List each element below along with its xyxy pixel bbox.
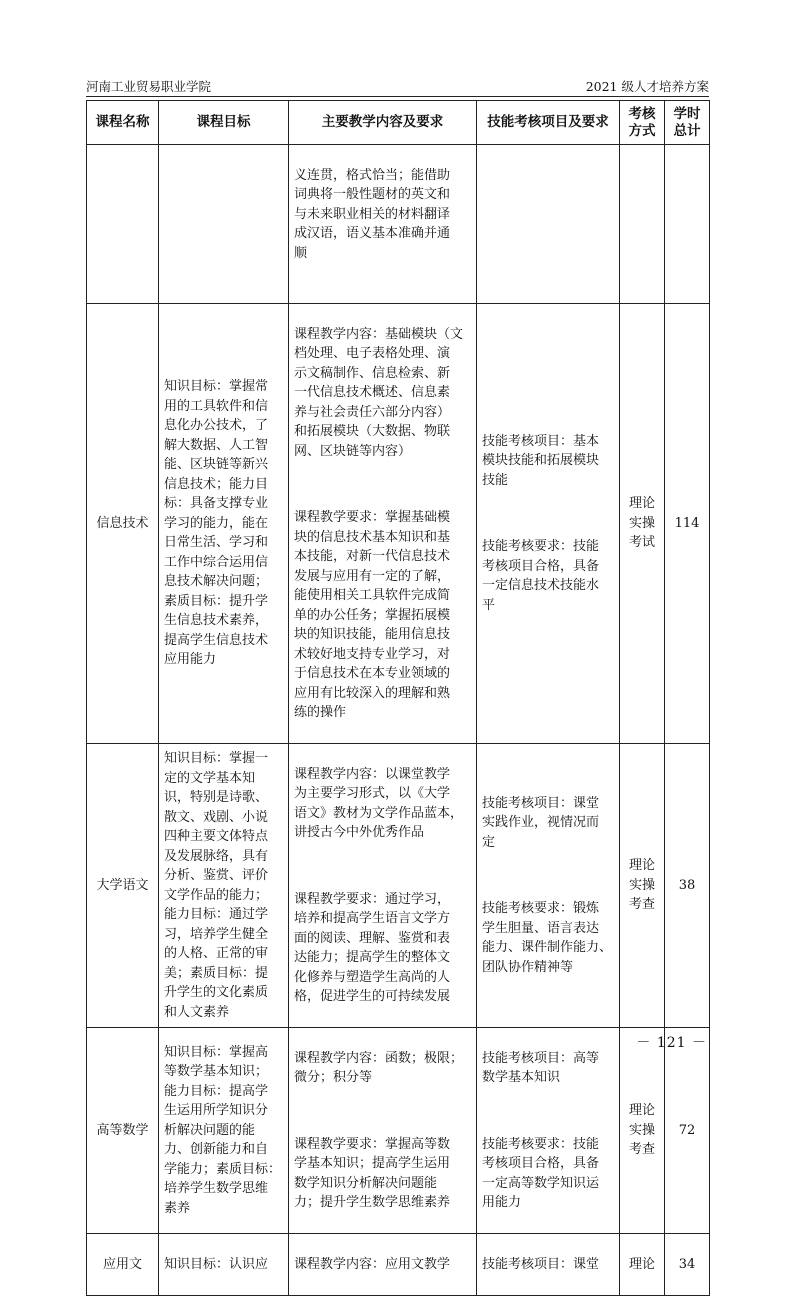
course-content: 课程教学内容：以课堂教学 为主要学习形式，以《大学 语文》教材为文学作品蓝本， 讲授古今中外优秀作品 <box>294 766 464 840</box>
table-row <box>87 1234 710 1296</box>
column-header: 课程目标 <box>159 101 289 145</box>
course-content: 课程教学内容：函数；极限； 微分；积分等 <box>294 1050 464 1085</box>
course-goal: 知识目标：掌握一 定的文学基本知 识，特别是诗歌、 散文、戏剧、小说 四种主要文体特点 及发展脉络，具有 分析、鉴赏、评价 文学作品的能力； 能力目标：通过学 习，培养学生健全 的人格、正常的审 美；素质目标：提 升学生的文化素质 和人文素养 <box>159 744 289 1028</box>
course-content: 课程教学内容：基础模块（文 档处理、电子表格处理、演 示文稿制作、信息检索、新 一代信息技术概述、信息素 养与社会责任六部分内容） 和拓展模块（大数据、物联 网、区块链等内容） <box>294 326 464 459</box>
course-goal <box>159 145 289 304</box>
skill-item: 技能考核项目：课堂 实践作业，视情况而 定 <box>482 795 600 850</box>
assessment-method: 理论 实操 考查 <box>620 1028 665 1234</box>
header-school-name: 河南工业贸易职业学院 <box>86 79 212 94</box>
assessment-method <box>620 145 665 304</box>
skill-item: 技能考核项目：课堂 <box>482 1256 600 1272</box>
table-row <box>87 145 710 304</box>
column-header: 课程名称 <box>87 101 159 145</box>
skill-item: 技能考核项目：基本 模块技能和拓展模块 技能 <box>482 433 600 488</box>
skill-requirement: 技能考核要求：技能 考核项目合格，具备 一定高等数学知识运 用能力 <box>482 1136 600 1210</box>
skill-requirement: 技能考核要求：技能 考核项目合格，具备 一定信息技术技能水 平 <box>482 539 600 613</box>
course-name: 大学语文 <box>87 744 159 1028</box>
table-row <box>87 304 710 744</box>
skill-requirement: 技能考核要求：锻炼 学生胆量、语言表达 能力、课件制作能力、 团队协作精神等 <box>482 901 613 975</box>
table-header-row <box>87 101 710 145</box>
assessment-method: 理论 实操 考试 <box>620 304 665 744</box>
course-content: 课程教学内容：应用文教学 <box>294 1256 451 1272</box>
course-content: 义连贯，格式恰当；能借助 词典将一般性题材的英文和 与未来职业相关的材料翻译 成汉语，语义基本准确并通 顺 <box>294 167 451 261</box>
page-header <box>86 77 709 97</box>
total-hours: 34 <box>665 1234 710 1296</box>
course-goal: 知识目标：掌握高 等数学基本知识； 能力目标：提高学 生运用所学知识分 析解决问题的能 力、创新能力和自 学能力；素质目标： 培养学生数学思维 素养 <box>159 1028 289 1234</box>
course-requirement: 课程教学要求：通过学习， 培养和提高学生语言文学方 面的阅读、理解、鉴赏和表 达能力；提高学生的整体文 化修养与塑造学生高尚的人 格，促进学生的可持续发展 <box>294 891 451 1004</box>
column-header: 主要教学内容及要求 <box>289 101 477 145</box>
course-requirement: 课程教学要求：掌握高等数 学基本知识；提高学生运用 数学知识分析解决问题能 力；提升学生数学思维素养 <box>294 1136 451 1210</box>
skill-item: 技能考核项目：高等 数学基本知识 <box>482 1050 600 1085</box>
assessment-method: 理论 实操 考查 <box>620 744 665 1028</box>
total-hours: 114 <box>665 304 710 744</box>
header-plan-title: 2021 级人才培养方案 <box>585 79 709 94</box>
column-header: 学时 总计 <box>665 101 710 145</box>
course-requirement: 课程教学要求：掌握基础模 块的信息技术基本知识和基 本技能，对新一代信息技术 发展与应用有一定的了解， 能使用相关工具软件完成简 单的办公任务；掌握拓展模 块的知识技能，能用信息技 术较好地支持专业学习，对 于信息技术在本专业领域的 应用有比较深入的理解和熟 练的操作 <box>294 510 451 720</box>
assessment-method: 理论 <box>620 1234 665 1296</box>
course-name: 高等数学 <box>87 1028 159 1234</box>
table-row <box>87 1028 710 1234</box>
course-name: 应用文 <box>87 1234 159 1296</box>
course-name <box>87 145 159 304</box>
table-row <box>87 744 710 1028</box>
course-goal: 知识目标：认识应 <box>159 1234 289 1296</box>
column-header: 考核 方式 <box>620 101 665 145</box>
total-hours: 72 <box>665 1028 710 1234</box>
course-goal: 知识目标：掌握常 用的工具软件和信 息化办公技术，了 解大数据、人工智 能、区块链等新兴 信息技术；能力目 标：具备支撑专业 学习的能力，能在 日常生活、学习和 工作中综合运用信 息技术解决问题； 素质目标：提升学 生信息技术素养， 提高学生信息技术 应用能力 <box>159 304 289 744</box>
course-table <box>86 100 710 1296</box>
total-hours: 38 <box>665 744 710 1028</box>
page-number: － 121 － <box>636 1035 707 1051</box>
course-name: 信息技术 <box>87 304 159 744</box>
total-hours <box>665 145 710 304</box>
column-header: 技能考核项目及要求 <box>477 101 620 145</box>
